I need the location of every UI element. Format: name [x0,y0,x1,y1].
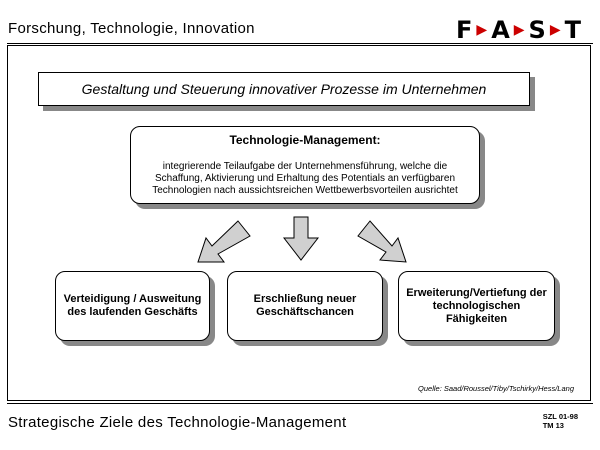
logo-triangle-icon: ▶ [476,22,489,38]
slide-code [543,412,578,430]
logo-letter-s: S [528,16,547,44]
slide-code-line1: SZL 01-98 [542,412,578,421]
logo-triangle-icon: ▶ [549,22,562,38]
goal-box-new-business [227,271,383,341]
logo-triangle-icon: ▶ [513,22,526,38]
footer-title: Strategische Ziele des Technologie-Management [8,414,347,431]
goal-box-capabilities [398,271,555,341]
logo-letter-a: A [491,16,511,44]
main-box-title: Technologie-Management: [229,133,381,147]
footer-divider [7,403,593,404]
slide-code-line2: TM 13 [542,421,564,430]
goal-text: Verteidigung / Ausweitung des laufenden Geschäfts [63,293,202,318]
source-note: Quelle: Saad/Roussel/Tiby/Tschirky/Hess/Lang [418,384,574,393]
arrow-left-icon [198,221,250,262]
goal-text: Erschließung neuer Geschäftschancen [253,293,357,318]
goal-box-defense [55,271,210,341]
main-box-text: integrierende Teilaufgabe der Unternehmensführung, welche die Schaffung, Aktivierung und Erhaltung des Potentials an verfügbaren Technologien nach aussichtsreichen Wettbewerbsvorteilen ausrichtet [152,161,458,196]
banner-text: Gestaltung und Steuerung innovativer Prozesse im Unternehmen [81,81,487,97]
logo-letter-f: F [456,16,474,44]
goal-text: Erweiterung/Vertiefung der technologischen Fähigkeiten [406,286,547,325]
arrow-down-icon [284,217,318,260]
header-title: Forschung, Technologie, Innovation [8,20,255,37]
logo-letter-t: T [564,16,582,44]
arrow-right-icon [358,221,406,262]
